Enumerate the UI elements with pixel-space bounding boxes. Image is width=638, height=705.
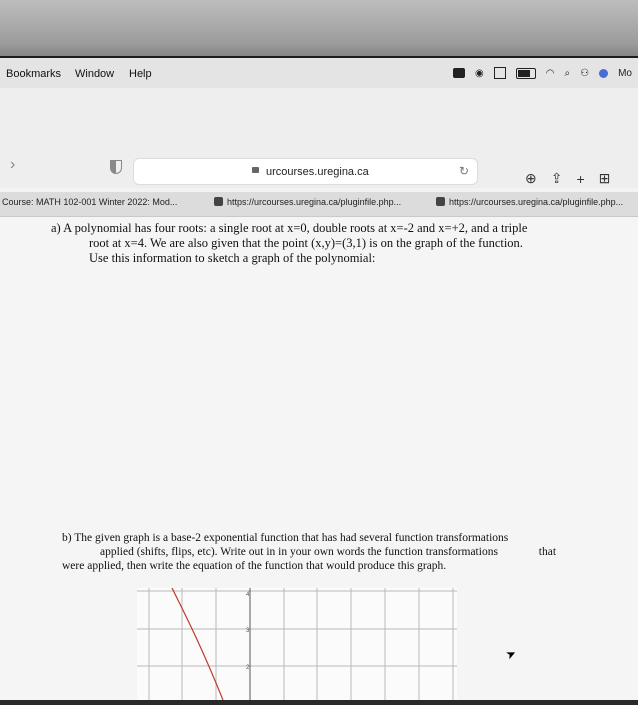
menu-help[interactable]: Help [129, 68, 152, 80]
address-bar[interactable] [133, 158, 478, 185]
reload-icon[interactable]: ↻ [459, 164, 470, 178]
privacy-shield-icon[interactable] [110, 160, 122, 174]
y-tick-label-2: 2 [246, 665, 250, 671]
question-b-line-1: b) The given graph is a base-2 exponential function that has had several function transformations [62, 532, 509, 544]
question-a [51, 221, 571, 266]
question-a-line-2: root at x=4. We are also given that the point (x,y)=(3,1) is on the graph of the function. [89, 236, 523, 250]
share-icon[interactable]: ⇪ [550, 170, 563, 186]
uregina-favicon-icon [214, 197, 223, 206]
tab-pluginfile-2[interactable] [436, 197, 623, 207]
mouse-cursor-icon: ➤ [503, 645, 519, 663]
grid [137, 588, 457, 700]
menu-window[interactable]: Window [75, 68, 115, 80]
tab-course-label: Course: MATH 102-001 Winter 2022: Mod... [2, 197, 178, 207]
app-icon[interactable] [453, 68, 465, 78]
question-a-line-3: Use this information to sketch a graph of the polynomial: [89, 251, 376, 265]
lock-icon [252, 167, 259, 173]
drive-icon[interactable] [494, 67, 506, 79]
uregina-favicon-icon [436, 197, 445, 206]
tab-bar [0, 192, 638, 217]
clipped-menu-text: Mo [618, 67, 632, 79]
question-b [62, 531, 562, 573]
question-b-line-2: applied (shifts, flips, etc). Write out in in your own words the function transformations [100, 546, 498, 558]
tab-pluginfile-2-label: https://urcourses.uregina.ca/pluginfile.php... [449, 197, 624, 207]
status-icons [453, 67, 632, 79]
graph-svg [137, 588, 457, 700]
battery-icon[interactable] [516, 68, 536, 79]
new-tab-icon[interactable]: + [576, 170, 585, 187]
record-icon[interactable]: ◉ [475, 67, 484, 79]
back-chevron-icon[interactable]: › [10, 156, 16, 173]
toolbar-right-buttons [525, 170, 610, 187]
tab-pluginfile-1-label: https://urcourses.uregina.ca/pluginfile.php... [227, 197, 402, 207]
tab-overview-icon[interactable]: ⊞ [598, 170, 611, 186]
siri-icon[interactable] [599, 69, 608, 78]
menu-bookmarks[interactable]: Bookmarks [6, 68, 62, 80]
download-icon[interactable]: ⊕ [525, 170, 537, 186]
tab-course[interactable] [2, 197, 177, 207]
y-tick-label-3: 3 [246, 628, 250, 634]
exponential-graph [137, 588, 457, 700]
mac-menubar [0, 58, 638, 89]
question-a-line-1: a) A polynomial has four roots: a single root at x=0, double roots at x=-2 and x=+2, and a triple [51, 221, 528, 235]
exponential-curve [172, 588, 223, 700]
wifi-icon[interactable]: ◠ [545, 67, 555, 79]
question-b-line-3: that were applied, then write the equation of the function that would produce this graph. [62, 546, 557, 572]
search-icon[interactable]: ⌕ [564, 67, 571, 79]
monitor-bezel [0, 0, 638, 62]
y-tick-label-4: 4 [246, 592, 250, 598]
tab-pluginfile-1[interactable] [214, 197, 401, 207]
url-text: urcourses.uregina.ca [266, 166, 369, 178]
user-icon[interactable]: ⚇ [580, 67, 590, 79]
